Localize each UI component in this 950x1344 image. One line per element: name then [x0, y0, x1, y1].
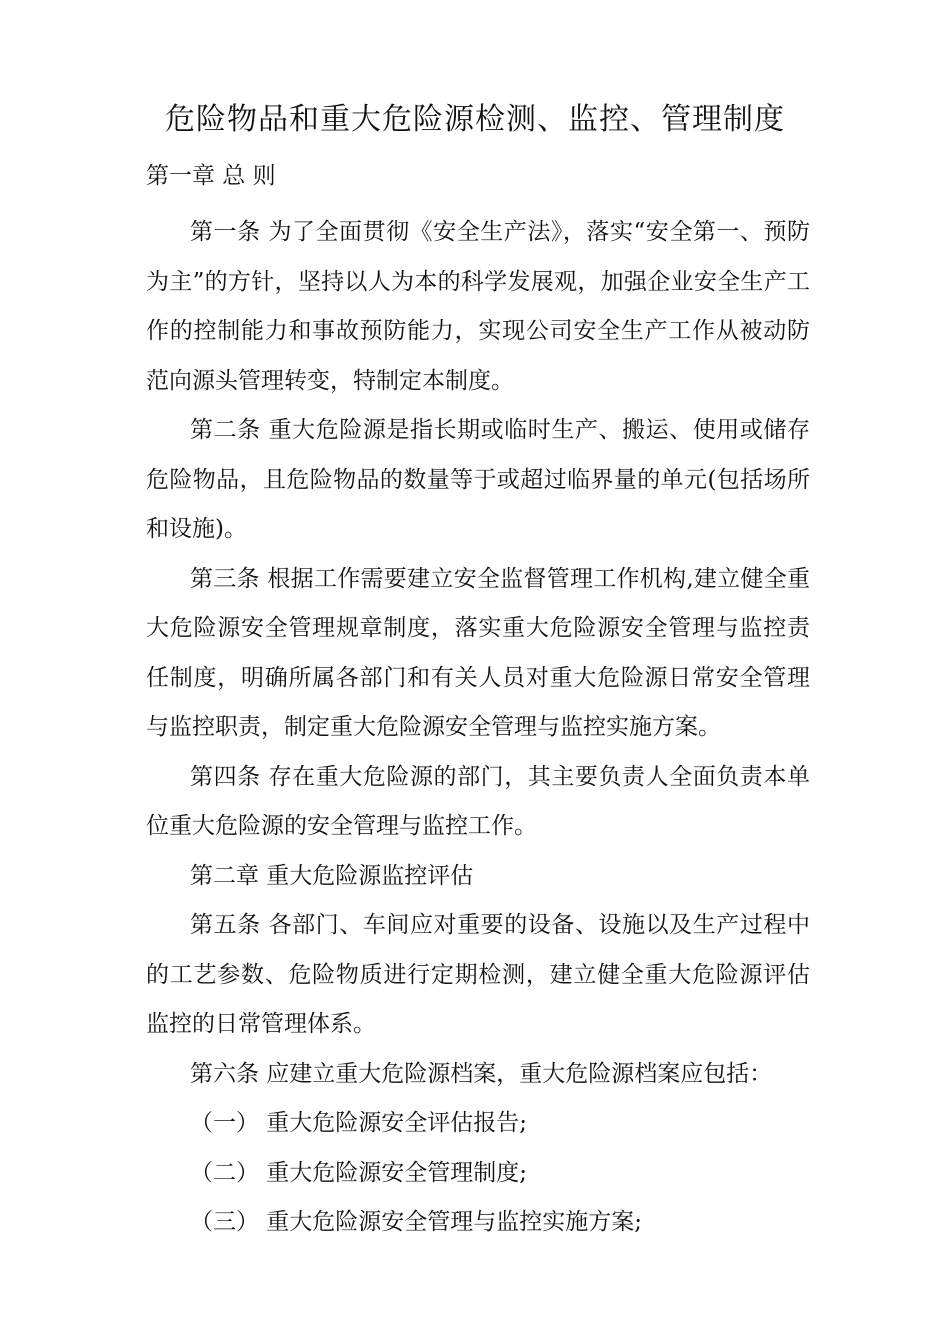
- article-1: 第一条 为了全面贯彻《安全生产法》，落实“安全第一、预防为主”的方针，坚持以人为本的科学发展观，加强企业安全生产工作的控制能力和事故预防能力，实现公司安全生产工作从被动防范向源头管理转变，特制定本制度。: [146, 219, 810, 394]
- document-body: [146, 208, 810, 1248]
- chapter-heading: 第一章 总 则: [146, 163, 276, 189]
- list-item: （一） 重大危险源安全评估报告;: [190, 1110, 528, 1136]
- article-6: 第六条 应建立重大危险源档案，重大危险源档案应包括：: [190, 1060, 773, 1087]
- article-5: 第五条 各部门、车间应对重要的设备、设施以及生产过程中的工艺参数、危险物质进行定期检测，建立健全重大危险源评估监控的日常管理体系。: [146, 912, 810, 1037]
- document-title: 危险物品和重大危险源检测、监控、管理制度: [165, 102, 785, 137]
- article-3: 第三条 根据工作需要建立安全监督管理工作机构,建立健全重大危险源安全管理规章制度，落实重大危险源安全管理与监控责任制度，明确所属各部门和有关人员对重大危险源日常安全管理与监控职责，制定重大危险源安全管理与监控实施方案。: [146, 565, 810, 740]
- list-item: （二） 重大危险源安全管理制度;: [190, 1159, 528, 1186]
- article-2: 第二条 重大危险源是指长期或临时生产、搬运、使用或储存危险物品，且危险物品的数量等于或超过临界量的单元(包括场所和设施)。: [146, 417, 810, 542]
- chapter-heading: 第二章 重大危险源监控评估: [190, 862, 474, 889]
- article-4: 第四条 存在重大危险源的部门，其主要负责人全面负责本单位重大危险源的安全管理与监控工作。: [146, 763, 810, 839]
- list-item: （三） 重大危险源安全管理与监控实施方案;: [190, 1209, 643, 1235]
